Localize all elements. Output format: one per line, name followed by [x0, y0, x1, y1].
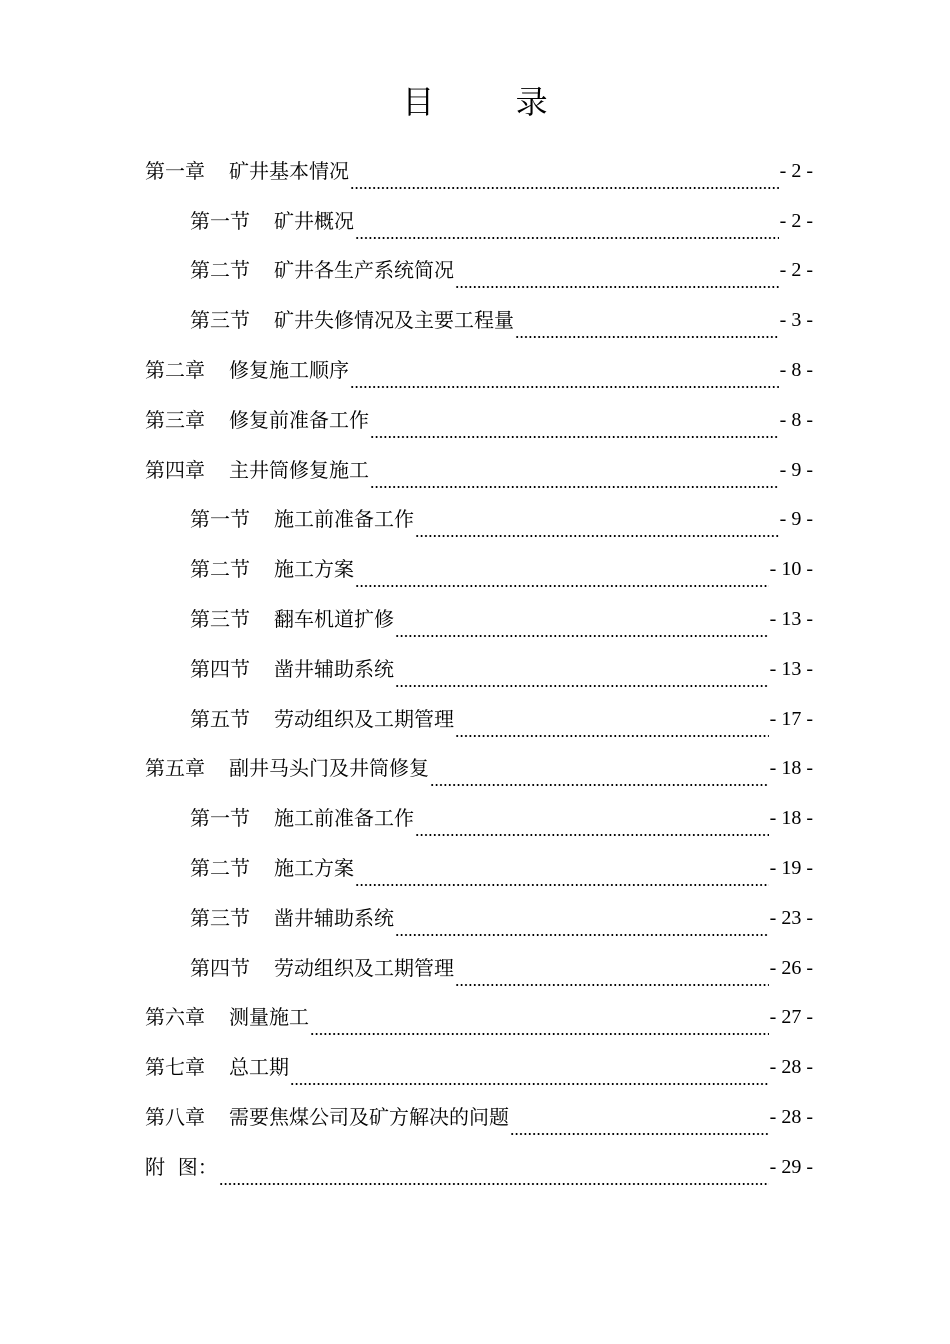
toc-entry-title: 凿井辅助系统	[274, 905, 394, 930]
toc-entry-page-number: - 9 -	[779, 458, 813, 481]
toc-entry-page-number: - 10 -	[769, 558, 813, 581]
toc-entry-page-number: - 28 -	[769, 1106, 813, 1129]
toc-dot-leader	[395, 934, 769, 936]
toc-entry-page-number: - 8 -	[779, 408, 813, 431]
toc-section-entry[interactable]	[145, 544, 813, 594]
toc-dot-leader	[355, 237, 779, 239]
toc-section-entry[interactable]	[145, 793, 813, 843]
toc-dot-leader	[355, 585, 769, 587]
toc-entry-page-number: - 8 -	[779, 359, 813, 382]
toc-section-entry[interactable]	[145, 893, 813, 943]
toc-dot-leader	[415, 834, 769, 836]
toc-entry-number: 第四节	[190, 656, 250, 681]
toc-section-entry[interactable]	[145, 196, 813, 246]
toc-entry-number: 第四节	[190, 955, 250, 980]
toc-entry-number: 第二节	[190, 856, 250, 881]
toc-entry-page-number: - 27 -	[769, 1006, 813, 1029]
table-of-contents	[145, 146, 813, 1192]
toc-chapter-entry[interactable]	[145, 1142, 813, 1192]
toc-dot-leader	[290, 1083, 769, 1085]
toc-entry-number: 第八章	[145, 1105, 205, 1130]
toc-section-entry[interactable]	[145, 943, 813, 993]
toc-entry-title: 副井马头门及井筒修复	[229, 756, 429, 781]
page-title: 目 录	[402, 83, 548, 121]
toc-section-entry[interactable]	[145, 594, 813, 644]
toc-entry-title: 矿井概况	[274, 208, 354, 233]
toc-section-entry[interactable]	[145, 694, 813, 744]
toc-chapter-entry[interactable]	[145, 445, 813, 495]
toc-entry-title: 矿井各生产系统简况	[274, 258, 454, 283]
toc-entry-title: 施工方案	[274, 856, 354, 881]
toc-section-entry[interactable]	[145, 495, 813, 545]
toc-entry-title: 修复前准备工作	[229, 407, 369, 432]
toc-section-entry[interactable]	[145, 295, 813, 345]
toc-dot-leader	[510, 1133, 769, 1135]
toc-entry-title: 附 图：	[145, 1154, 218, 1179]
toc-entry-title: 凿井辅助系统	[274, 656, 394, 681]
toc-entry-title: 劳动组织及工期管理	[274, 955, 454, 980]
toc-entry-number: 第一章	[145, 158, 205, 183]
toc-entry-page-number: - 18 -	[769, 757, 813, 780]
toc-entry-number: 第一节	[190, 806, 250, 831]
toc-entry-page-number: - 13 -	[769, 608, 813, 631]
toc-dot-leader	[430, 784, 769, 786]
toc-entry-page-number: - 18 -	[769, 807, 813, 830]
toc-entry-title: 修复施工顺序	[229, 358, 349, 383]
toc-dot-leader	[370, 486, 779, 488]
toc-entry-title: 劳动组织及工期管理	[274, 706, 454, 731]
toc-entry-number: 第三节	[190, 308, 250, 333]
toc-entry-number: 第一节	[190, 507, 250, 532]
toc-chapter-entry[interactable]	[145, 1042, 813, 1092]
toc-entry-number: 第二节	[190, 557, 250, 582]
toc-entry-title: 翻车机道扩修	[274, 607, 394, 632]
toc-entry-title: 施工方案	[274, 557, 354, 582]
toc-entry-page-number: - 23 -	[769, 906, 813, 929]
toc-chapter-entry[interactable]	[145, 1092, 813, 1142]
toc-section-entry[interactable]	[145, 843, 813, 893]
toc-entry-page-number: - 26 -	[769, 956, 813, 979]
toc-dot-leader	[370, 436, 779, 438]
toc-dot-leader	[455, 984, 769, 986]
toc-entry-page-number: - 29 -	[769, 1155, 813, 1178]
toc-dot-leader	[219, 1183, 769, 1185]
toc-entry-number: 第一节	[190, 208, 250, 233]
toc-entry-number: 第二节	[190, 258, 250, 283]
toc-entry-page-number: - 13 -	[769, 657, 813, 680]
toc-dot-leader	[395, 685, 769, 687]
toc-entry-number: 第三章	[145, 407, 205, 432]
toc-entry-title: 主井筒修复施工	[229, 457, 369, 482]
toc-entry-number: 第三节	[190, 607, 250, 632]
toc-dot-leader	[350, 386, 779, 388]
toc-chapter-entry[interactable]	[145, 345, 813, 395]
toc-entry-page-number: - 17 -	[769, 707, 813, 730]
toc-entry-number: 第七章	[145, 1055, 205, 1080]
toc-entry-number: 第五章	[145, 756, 205, 781]
toc-entry-page-number: - 2 -	[779, 159, 813, 182]
toc-section-entry[interactable]	[145, 644, 813, 694]
toc-dot-leader	[355, 884, 769, 886]
toc-entry-page-number: - 19 -	[769, 857, 813, 880]
toc-entry-title: 矿井基本情况	[229, 158, 349, 183]
toc-entry-title: 施工前准备工作	[274, 806, 414, 831]
toc-chapter-entry[interactable]	[145, 146, 813, 196]
toc-entry-number: 第四章	[145, 457, 205, 482]
toc-entry-page-number: - 2 -	[779, 259, 813, 282]
toc-entry-number: 第二章	[145, 358, 205, 383]
toc-entry-page-number: - 2 -	[779, 209, 813, 232]
toc-chapter-entry[interactable]	[145, 744, 813, 794]
toc-dot-leader	[395, 635, 769, 637]
toc-dot-leader	[415, 535, 779, 537]
toc-dot-leader	[515, 336, 779, 338]
toc-entry-title: 矿井失修情况及主要工程量	[274, 308, 514, 333]
toc-chapter-entry[interactable]	[145, 993, 813, 1043]
toc-dot-leader	[310, 1033, 769, 1035]
toc-entry-page-number: - 28 -	[769, 1056, 813, 1079]
toc-section-entry[interactable]	[145, 246, 813, 296]
toc-entry-title: 施工前准备工作	[274, 507, 414, 532]
toc-dot-leader	[350, 187, 779, 189]
toc-entry-number: 第六章	[145, 1005, 205, 1030]
toc-entry-page-number: - 9 -	[779, 508, 813, 531]
toc-dot-leader	[455, 735, 769, 737]
toc-chapter-entry[interactable]	[145, 395, 813, 445]
toc-entry-title: 需要焦煤公司及矿方解决的问题	[229, 1105, 509, 1130]
toc-entry-number: 第五节	[190, 706, 250, 731]
toc-entry-page-number: - 3 -	[779, 309, 813, 332]
toc-dot-leader	[455, 286, 779, 288]
toc-entry-title: 测量施工	[229, 1005, 309, 1030]
toc-entry-number: 第三节	[190, 905, 250, 930]
toc-entry-title: 总工期	[229, 1055, 289, 1080]
